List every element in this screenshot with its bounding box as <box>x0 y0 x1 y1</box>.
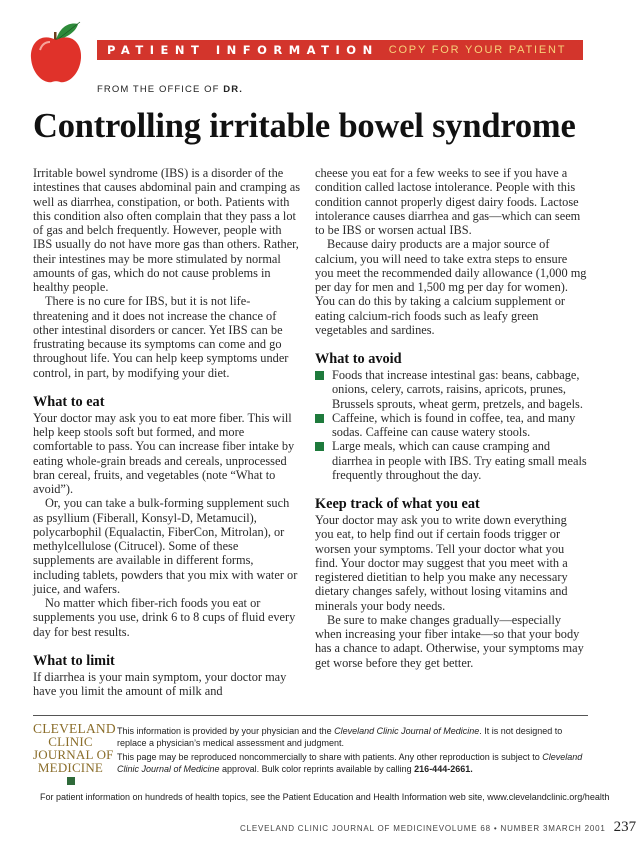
banner-title: PATIENT INFORMATION <box>107 43 379 57</box>
heading-what-to-eat: What to eat <box>33 393 105 410</box>
patient-information-banner <box>97 40 583 60</box>
doctor-label: DR. <box>223 84 243 95</box>
gradual-change-paragraph: Be sure to make changes gradually—especially when increasing your fiber intake—so that your body has a chance to adapt. Otherwise, your symptoms may get worse before they get better. <box>315 612 584 670</box>
disclaimer <box>117 725 587 777</box>
left-column <box>33 166 301 698</box>
list-item: Caffeine, which is found in coffee, tea, and many sodas. Caffeine can cause watery stools. <box>315 411 587 440</box>
food-diary-paragraph: Your doctor may ask you to write down everything you eat, to help find out if certain foods trigger or worsen your symptoms. Tell your doctor what you find. Your doctor may suggest that you meet with a registered dietitian to help you make any necessary dietary changes safely, without losing vitamins and minerals your body needs. <box>315 513 568 613</box>
lactose-paragraph: cheese you eat for a few weeks to see if you have a condition called lactose intolerance. People with this condition cannot properly digest dairy foods. Lactose intolerance causes diarrhea and gas—which can seem to be IBS or worsen actual IBS. <box>315 166 581 237</box>
from-office-line <box>97 84 243 95</box>
footer-volume: VOLUME 68 • NUMBER 3 <box>438 824 549 833</box>
right-column <box>315 166 587 670</box>
green-square-bullet-icon <box>315 442 324 451</box>
disclaimer-line-2: This page may be reproduced noncommercially to share with patients. Any other reproduction is subject to Cleveland Clinic Journal of Medicine approval. Bulk color reprints available by calling 216-444-2661. <box>117 752 583 774</box>
list-item: Large meals, which can cause cramping and diarrhea in people with IBS. Try eating small meals frequently throughout the day. <box>315 439 587 482</box>
supplement-paragraph: Or, you can take a bulk-forming supplement such as psyllium (Fiberall, Konsyl-D, Metamucil), polycarbophil (Equalactin, FiberCon, Mitrolan), or methylcellulose (Citrucel). Some of these supplements are available in different forms, including tablets, powders that you mix with water or juice, and wafers. <box>33 496 298 596</box>
green-square-bullet-icon <box>315 414 324 423</box>
intro-paragraph: Irritable bowel syndrome (IBS) is a disorder of the intestines that causes abdominal pain and cramping as well as diarrhea, constipation, or both. Patients with this condition also often complain that they pass a lot of gas and belch frequently. However, people with IBS usually do not have more gas than others. Rather, their intestines may be more stimulated by normal amounts of gas, which do not cause problems in healthy people. <box>33 166 301 294</box>
limit-paragraph: If diarrhea is your main symptom, your doctor may have you limit the amount of milk and <box>33 669 287 698</box>
section-divider <box>33 715 588 716</box>
no-cure-paragraph: There is no cure for IBS, but it is not life-threatening and it does not increase the chance of other intestinal disorders or cancer. Yet IBS can be frustrating because its symptoms can come and go throughout life. You can help keep symptoms under control, in part, by modifying your diet. <box>33 294 289 380</box>
footer-journal: CLEVELAND CLINIC JOURNAL OF MEDICINE <box>240 824 439 833</box>
heading-what-to-avoid: What to avoid <box>315 351 402 367</box>
logo-mark-icon <box>67 777 75 785</box>
web-site-note: For patient information on hundreds of health topics, see the Patient Education and Health Information web site, www.clevelandclinic.org/health <box>40 792 610 802</box>
page-number: 237 <box>613 819 636 835</box>
fluid-paragraph: No matter which fiber-rich foods you eat or supplements you use, drink 6 to 8 cups of fluid every day for best results. <box>33 596 296 639</box>
heading-keep-track: Keep track of what you eat <box>315 496 480 512</box>
heading-what-to-limit: What to limit <box>33 652 115 669</box>
calcium-paragraph: Because dairy products are a major source of calcium, you will need to take extra steps to ensure you meet the recommended daily allowance (1,000 mg per day for men and 1,500 mg per day for women). You can do this by taking a calcium supplement or eating calcium-rich foods such as leafy green vegetables and sardines. <box>315 237 587 337</box>
apple-icon <box>30 20 82 84</box>
disclaimer-line-1: This information is provided by your physician and the Cleveland Clinic Journal of Medicine. It is not designed to replace a physician’s medical assessment and judgment. <box>117 726 563 748</box>
avoid-list <box>315 368 587 482</box>
page-footer <box>240 819 636 835</box>
banner-subtitle: COPY FOR YOUR PATIENT <box>388 44 567 56</box>
journal-logo: CLEVELAND CLINIC JOURNAL OF MEDICINE <box>33 722 108 784</box>
page-title: Controlling irritable bowel syndrome <box>33 107 576 145</box>
green-square-bullet-icon <box>315 371 324 380</box>
from-office-prefix: FROM THE OFFICE OF <box>97 84 220 95</box>
fiber-paragraph: Your doctor may ask you to eat more fiber. This will help keep stools soft but formed, and more comfortable to pass. You can increase fiber intake by eating whole-grain breads and cereals, unprocessed bran cereal, fruits, and vegetables (note “What to avoid”). <box>33 410 295 496</box>
footer-date: MARCH 2001 <box>548 824 606 833</box>
list-item: Foods that increase intestinal gas: beans, cabbage, onions, celery, carrots, raisins, apricots, prunes, Brussels sprouts, wheat germ, pretzels, and bagels. <box>315 368 587 411</box>
